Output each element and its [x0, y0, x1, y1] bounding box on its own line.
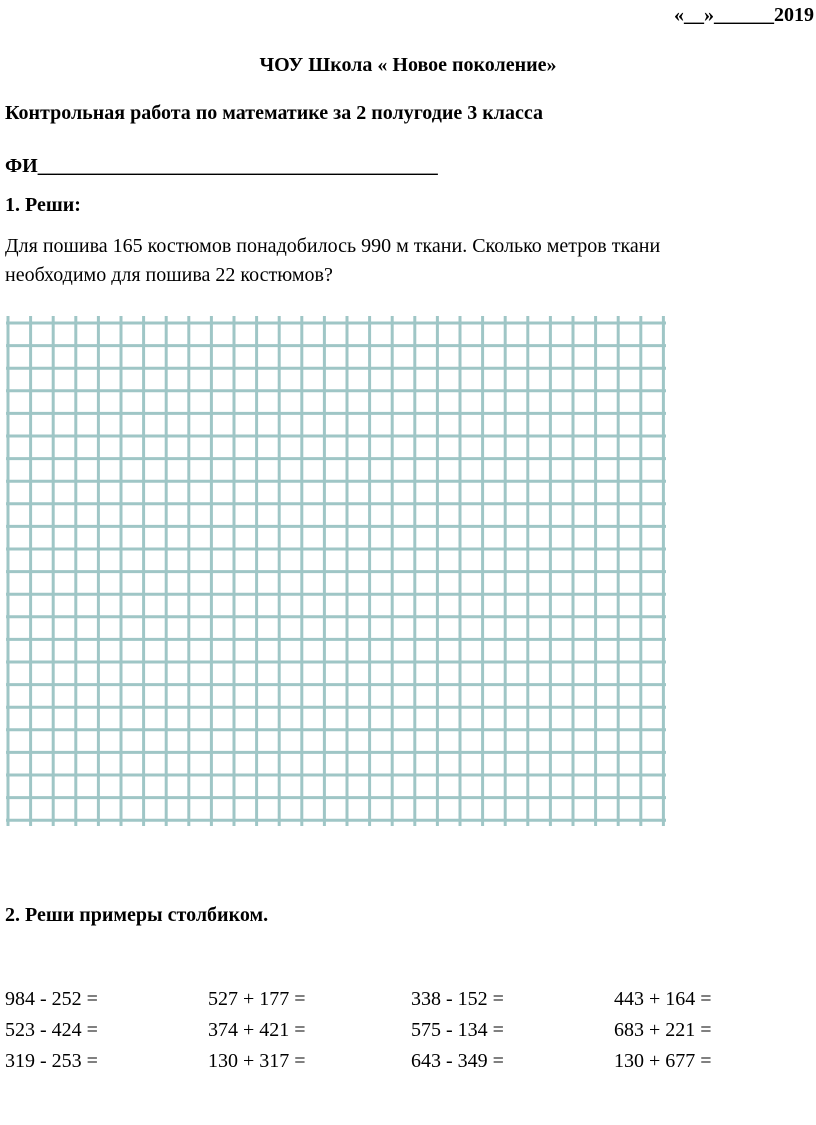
- school-title: ЧОУ Школа « Новое поколение»: [259, 54, 557, 76]
- squared-paper-grid: [6, 316, 666, 826]
- example-r3-c4: 130 + 677 =: [614, 1050, 712, 1072]
- example-r3-c2: 130 + 317 =: [208, 1050, 306, 1072]
- example-r2-c3: 575 - 134 =: [411, 1019, 504, 1041]
- task1-text-line1: Для пошива 165 костюмов понадобилось 990 м ткани. Сколько метров ткани: [5, 235, 661, 257]
- date-field: «__»______2019: [674, 4, 814, 26]
- student-name-field: ФИ________________________________________: [5, 155, 438, 177]
- example-r3-c1: 319 - 253 =: [5, 1050, 98, 1072]
- task1-problem-text: [5, 232, 660, 290]
- example-r1-c4: 443 + 164 =: [614, 988, 712, 1010]
- example-r2-c4: 683 + 221 =: [614, 1019, 712, 1041]
- task2-heading: 2. Реши примеры столбиком.: [5, 904, 269, 926]
- example-r1-c2: 527 + 177 =: [208, 988, 306, 1010]
- example-r1-c3: 338 - 152 =: [411, 988, 504, 1010]
- task1-text-line2: необходимо для пошива 22 костюмов?: [5, 264, 333, 286]
- example-r2-c1: 523 - 424 =: [5, 1019, 98, 1041]
- example-r2-c2: 374 + 421 =: [208, 1019, 306, 1041]
- example-r1-c1: 984 - 252 =: [5, 988, 98, 1010]
- example-r3-c3: 643 - 349 =: [411, 1050, 504, 1072]
- test-title: Контрольная работа по математике за 2 полугодие 3 класса: [5, 102, 543, 124]
- task1-heading: 1. Реши:: [5, 194, 81, 216]
